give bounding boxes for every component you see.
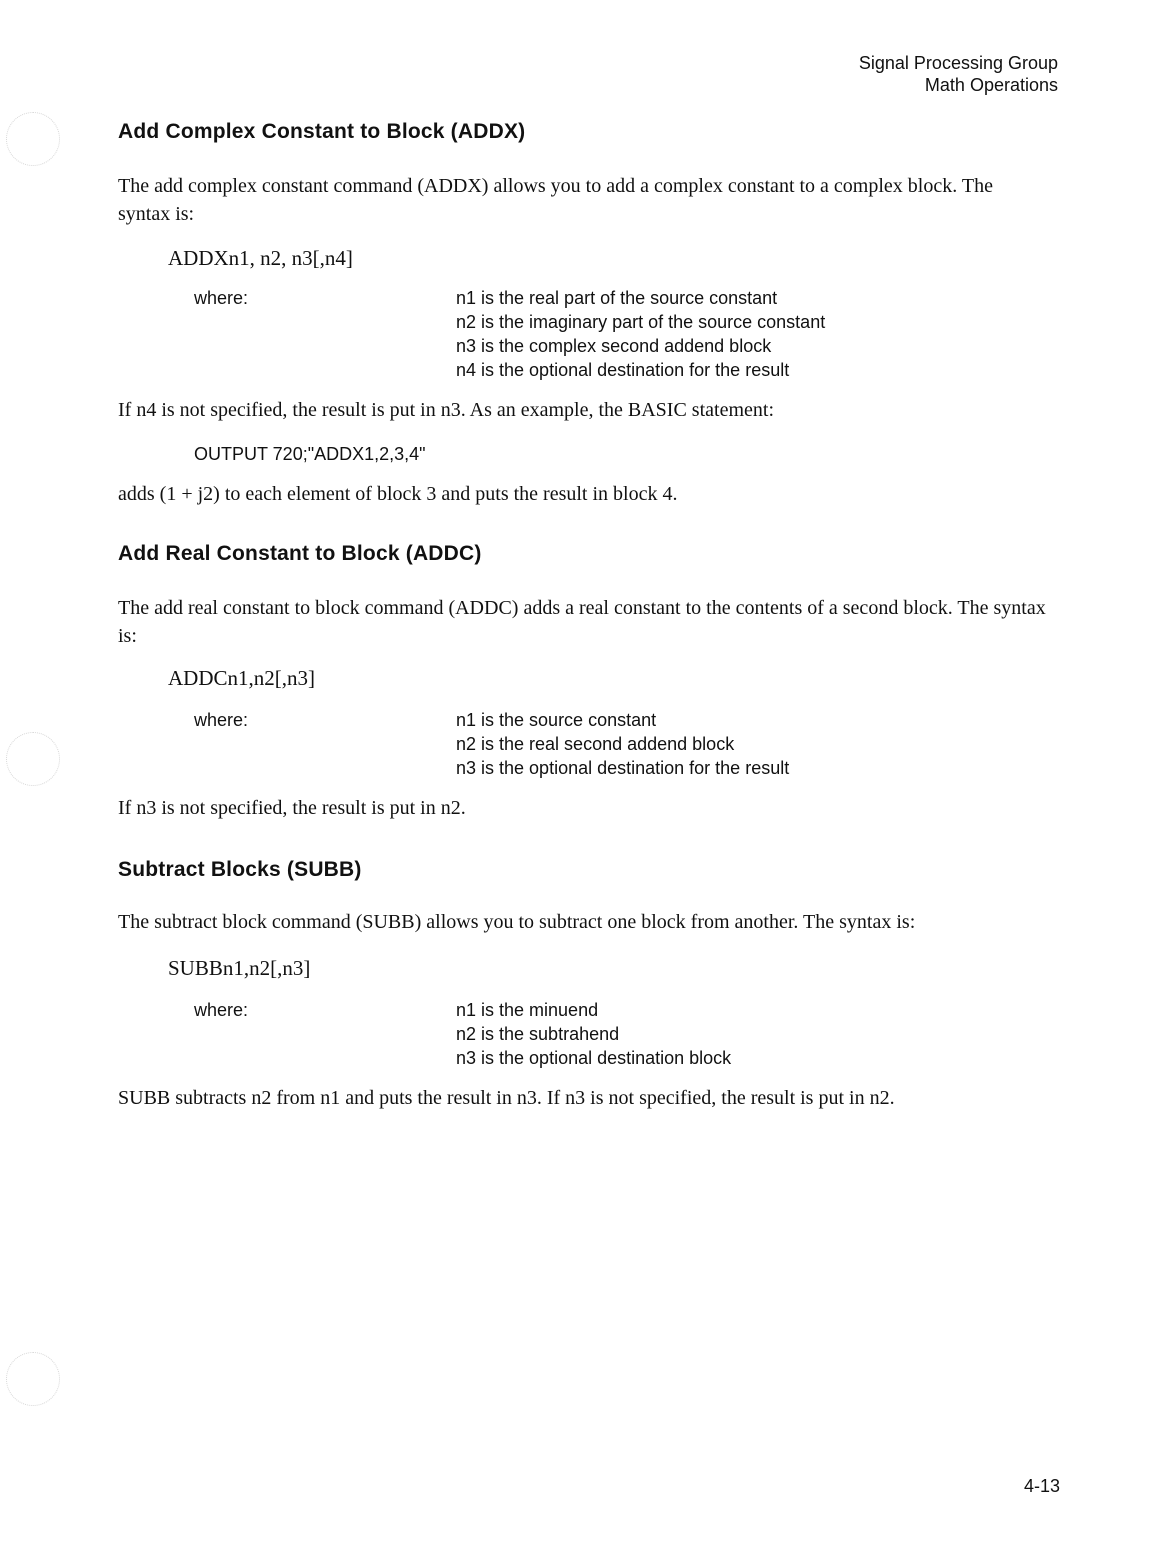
syntax-subb: SUBBn1,n2[,n3] [168, 956, 311, 980]
punch-hole-bottom [6, 1352, 60, 1406]
where-label-addc: where: [194, 710, 249, 730]
param-item: n2 is the imaginary part of the source constant [456, 312, 826, 332]
param-item: n2 is the real second addend block [456, 734, 735, 754]
header-chapter: Math Operations [924, 75, 1058, 95]
after-text-subb: SUBB subtracts n2 from n1 and puts the result in n3. If n3 is not specified, the result is put in n2. [118, 1087, 895, 1109]
param-item: n1 is the minuend [456, 1000, 599, 1020]
section-intro-subb: The subtract block command (SUBB) allows you to subtract one block from another. The syntax is: [118, 911, 916, 933]
section-intro-addx: The add complex constant command (ADDX) allows you to add a complex constant to a complex block. The syntax is: [118, 175, 993, 225]
punch-hole-middle [6, 732, 60, 786]
after-text-addc: If n3 is not specified, the result is put in n2. [118, 797, 466, 819]
section-intro-addc: The add real constant to block command (ADDC) adds a real constant to the contents of a second block. The syntax is: [118, 597, 1046, 647]
param-item: n1 is the real part of the source constant [456, 288, 778, 308]
page-number: 4-13 [1023, 1476, 1060, 1496]
section-title-addx: Add Complex Constant to Block (ADDX) [118, 120, 526, 143]
param-item: n3 is the optional destination block [456, 1048, 732, 1068]
running-header [859, 52, 1058, 96]
param-list-addx [456, 286, 825, 382]
syntax-addx: ADDXn1, n2, n3[,n4] [168, 246, 353, 270]
where-label-subb: where: [194, 1000, 249, 1020]
param-item: n3 is the optional destination for the result [456, 758, 790, 778]
code-example-addx: OUTPUT 720;"ADDX1,2,3,4" [194, 444, 426, 464]
param-list-subb [456, 998, 731, 1070]
param-item: n1 is the source constant [456, 710, 657, 730]
param-item: n4 is the optional destination for the result [456, 360, 790, 380]
param-item: n3 is the complex second addend block [456, 336, 772, 356]
header-group: Signal Processing Group [858, 53, 1058, 73]
where-label-addx: where: [194, 288, 249, 308]
param-list-addc [456, 708, 789, 780]
section-title-subb: Subtract Blocks (SUBB) [118, 858, 362, 881]
section-title-addc: Add Real Constant to Block (ADDC) [118, 542, 482, 565]
after-text-addx: If n4 is not specified, the result is put in n3. As an example, the BASIC statement: [118, 399, 775, 421]
example-explanation-addx: adds (1 + j2) to each element of block 3 and puts the result in block 4. [118, 483, 678, 505]
param-item: n2 is the subtrahend [456, 1024, 620, 1044]
punch-hole-top [6, 112, 60, 166]
syntax-addc: ADDCn1,n2[,n3] [168, 666, 315, 690]
